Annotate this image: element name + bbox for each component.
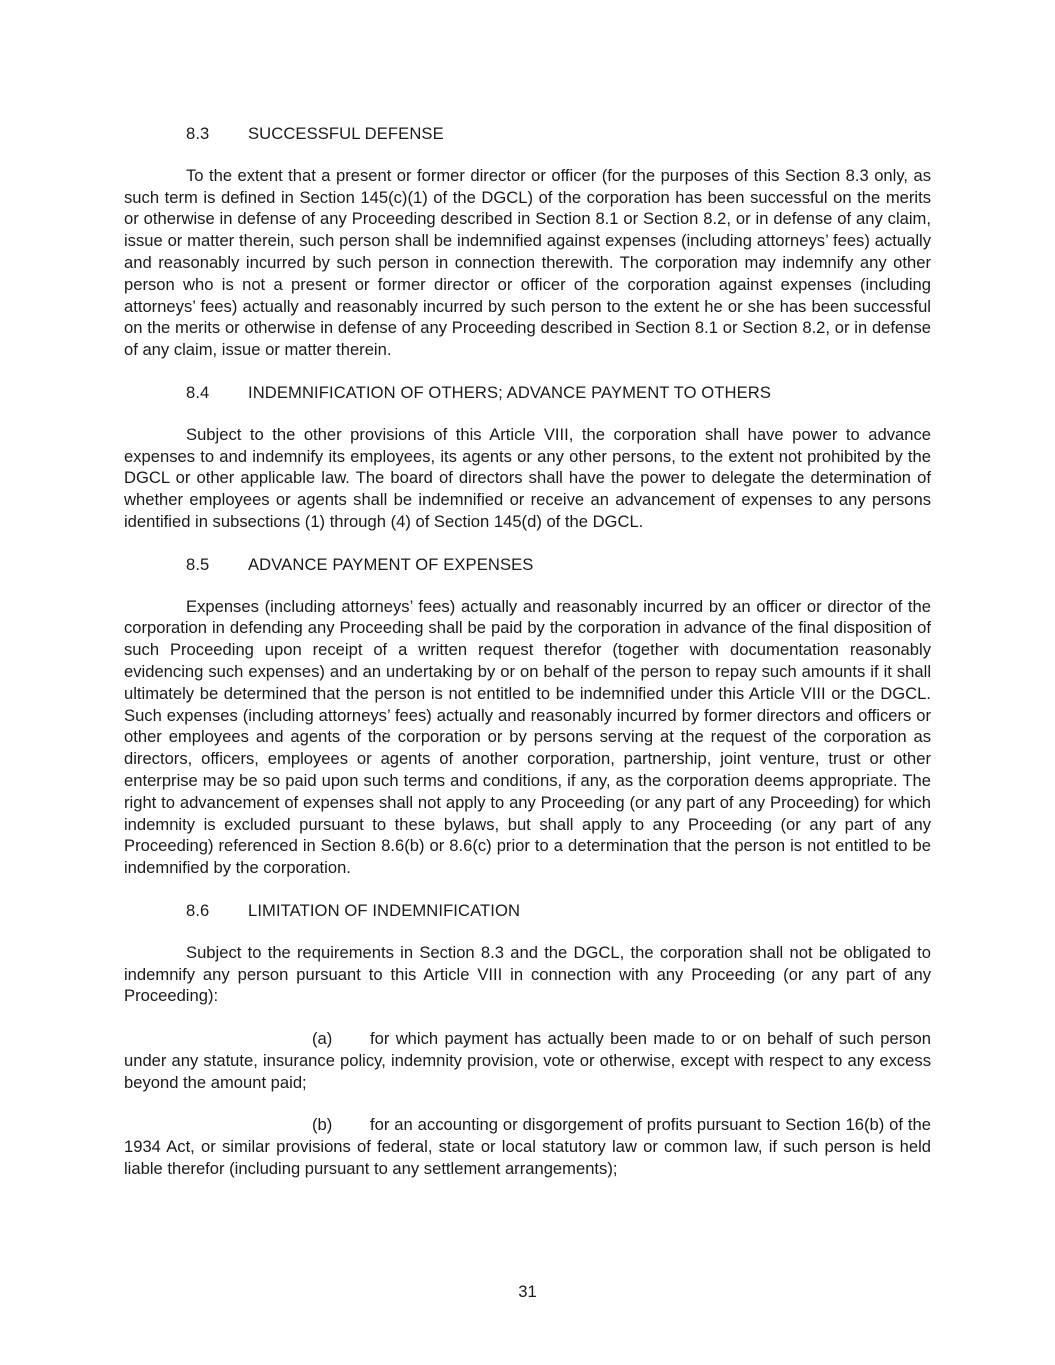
subitem-a <box>124 1028 931 1093</box>
section-8-6-paragraph: Subject to the requirements in Section 8.3 and the DGCL, the corporation shall not be obligated to indemnify any person pursuant to this Article VIII in connection with any Proceeding (or any part of any Proceeding): <box>124 942 931 1006</box>
subitem-text: for which payment has actually been made to or on behalf of such person under any statute, insurance policy, indemnity provision, vote or otherwise, except with respect to any excess beyond the amount paid; <box>124 1029 931 1092</box>
subitem-label: (b) <box>312 1115 333 1135</box>
section-title: INDEMNIFICATION OF OTHERS; ADVANCE PAYMENT TO OTHERS <box>248 382 772 402</box>
section-title: ADVANCE PAYMENT OF EXPENSES <box>248 554 534 574</box>
section-number: 8.4 <box>186 382 210 402</box>
section-title: LIMITATION OF INDEMNIFICATION <box>248 900 521 920</box>
subitem-label: (a) <box>312 1029 333 1049</box>
section-number: 8.3 <box>186 124 210 143</box>
section-8-4-paragraph: Subject to the other provisions of this Article VIII, the corporation shall have power to advance expenses to and indemnify its employees, its agents or any other persons, to the extent not prohibited by the DGCL or other applicable law. The board of directors shall have the power to delegate the determination of whether employees or agents shall be indemnified or receive an advancement of expenses to any persons identified in subsections (1) through (4) of Section 145(d) of the DGCL. <box>124 424 931 531</box>
section-8-3-paragraph: To the extent that a present or former director or officer (for the purposes of this Section 8.3 only, as such term is defined in Section 145(c)(1) of the DGCL) of the corporation has been successful on the merits or otherwise in defense of any Proceeding described in Section 8.1 or Section 8.2, or in defense of any claim, issue or matter therein, such person shall be indemnified against expenses (including attorneys’ fees) actually and reasonably incurred by such person in connection therewith. The corporation may indemnify any other person who is not a present or former director or officer of the corporation against expenses (including attorneys’ fees) actually and reasonably incurred by such person to the extent he or she has been successful on the merits or otherwise in defense of any Proceeding described in Section 8.1 or Section 8.2, or in defense of any claim, issue or matter therein. <box>124 165 931 360</box>
section-number: 8.6 <box>186 900 210 920</box>
section-heading-8-4 <box>124 382 931 404</box>
subitem-b <box>124 1114 931 1179</box>
section-number: 8.5 <box>186 554 210 574</box>
section-8-5-paragraph: Expenses (including attorneys’ fees) actually and reasonably incurred by an officer or director of the corporation in defending any Proceeding shall be paid by the corporation in advance of the final disposition of such Proceeding upon receipt of a written request therefor (together with documentation reasonably evidencing such expenses) and an undertaking by or on behalf of the person to repay such amounts if it shall ultimately be determined that the person is not entitled to be indemnified under this Article VIII or the DGCL. Such expenses (including attorneys’ fees) actually and reasonably incurred by former directors and officers or other employees and agents of the corporation or by persons serving at the request of the corporation as directors, officers, employees or agents of another corporation, partnership, joint venture, trust or other enterprise may be so paid upon such terms and conditions, if any, as the corporation deems appropriate. The right to advancement of expenses shall not apply to any Proceeding (or any part of any Proceeding) for which indemnity is excluded pursuant to these bylaws, but shall apply to any Proceeding (or any part of any Proceeding) referenced in Section 8.6(b) or 8.6(c) prior to a determination that the person is not entitled to be indemnified by the corporation. <box>124 596 931 878</box>
section-heading-8-6 <box>124 900 931 922</box>
section-heading-8-3 <box>124 123 931 145</box>
subitem-text: for an accounting or disgorgement of profits pursuant to Section 16(b) of the 1934 Act, or similar provisions of federal, state or local statutory law or common law, if such person is held liable therefor (including pursuant to any settlement arrangements); <box>124 1115 931 1179</box>
page-number: 31 <box>518 1282 537 1301</box>
section-title: SUCCESSFUL DEFENSE <box>248 124 444 143</box>
section-heading-8-5 <box>124 554 931 576</box>
